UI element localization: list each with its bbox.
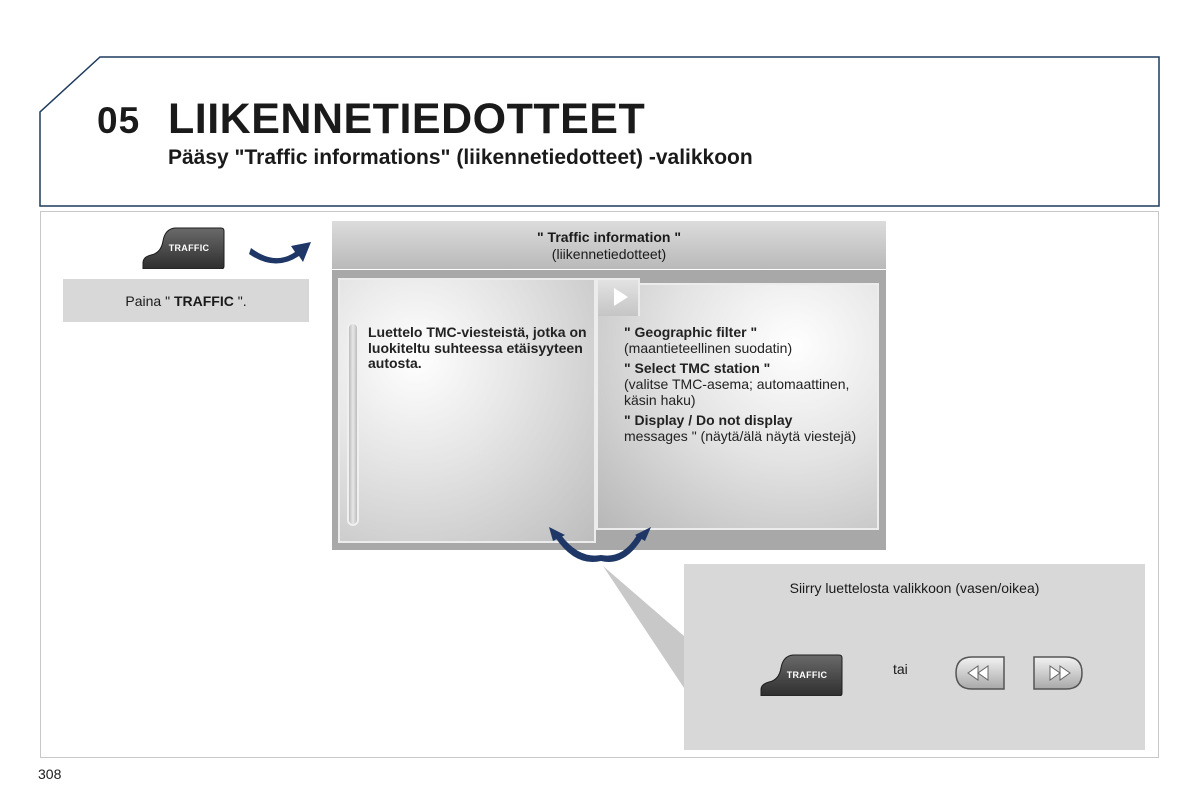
menu-item-normal: (valitse TMC-asema; automaattinen, käsin haku) (624, 376, 850, 408)
menu-item-normal: (maantieteellinen suodatin) (624, 340, 793, 356)
menu-item-bold: " Display / Do not display (624, 412, 793, 428)
section-subtitle: Pääsy "Traffic informations" (liikennetiedotteet) -valikkoon (168, 146, 753, 169)
menu-item-normal: messages " (näytä/älä näytä viestejä) (624, 428, 857, 444)
navigation-instruction: Siirry luettelosta valikkoon (vasen/oikea) (789, 580, 1040, 596)
press-prefix: Paina " (125, 292, 174, 309)
press-suffix: ". (233, 292, 247, 309)
page-number: 308 (38, 766, 62, 782)
screen-title: " Traffic information " (537, 229, 681, 245)
menu-item-bold: " Geographic filter " (624, 324, 758, 340)
screen-title-translation: (liikennetiedotteet) (551, 246, 667, 262)
menu-item-bold: " Select TMC station " (624, 360, 771, 376)
chapter-number: 05 (97, 100, 141, 141)
press-bold: TRAFFIC (173, 292, 234, 309)
chapter-title: LIIKENNETIEDOTTEET (168, 95, 646, 143)
list-description: Luettelo TMC-viesteistä, jotka on luokiteltu suhteessa etäisyyteen autosta. (368, 324, 587, 371)
traffic-button-label: TRAFFIC (168, 243, 210, 253)
seek-forward-button[interactable] (1034, 657, 1082, 689)
seek-buttons (954, 655, 1084, 691)
left-right-arrows-icon (545, 523, 655, 567)
seek-back-button[interactable] (956, 657, 1004, 689)
traffic-button-label: TRAFFIC (786, 670, 828, 680)
or-text: tai (893, 661, 908, 677)
traffic-button-secondary[interactable] (757, 654, 843, 696)
